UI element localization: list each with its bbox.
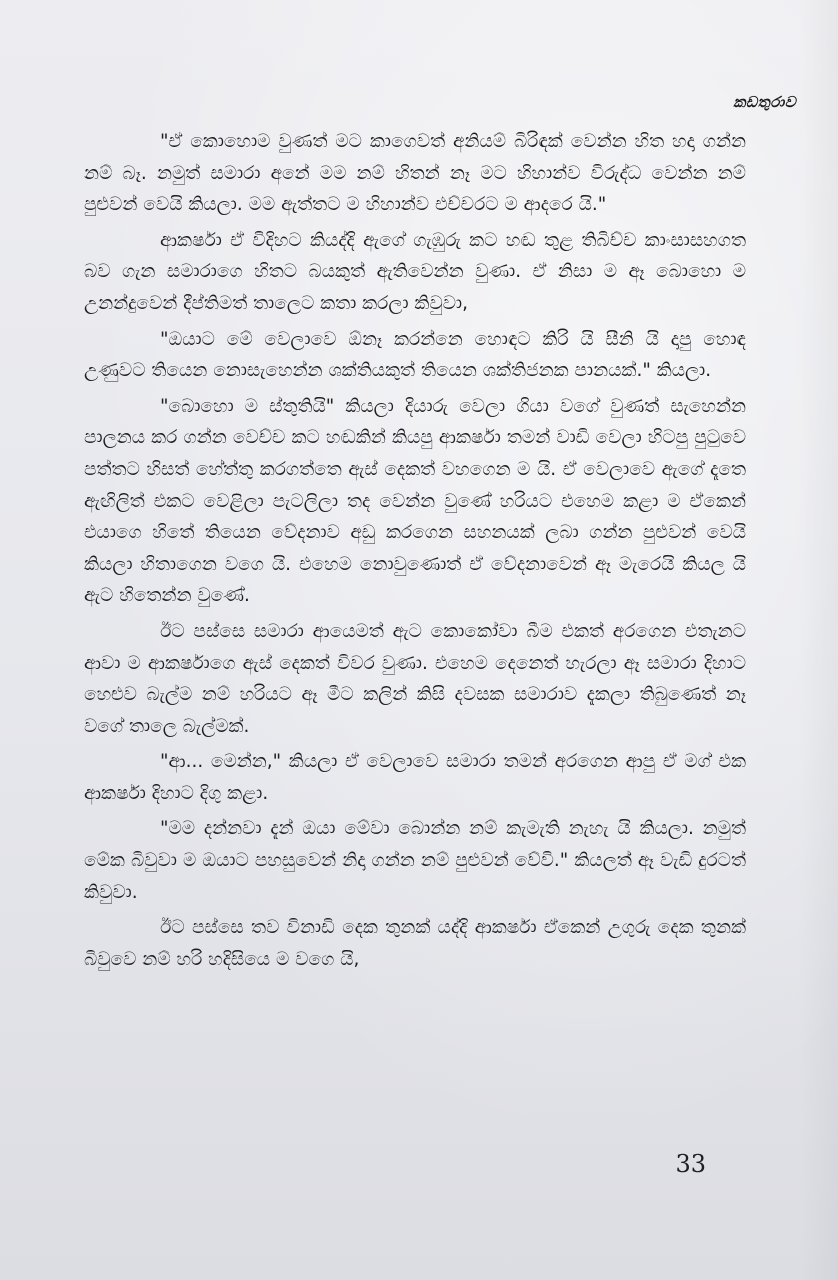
- paragraph: ඊට පස්සෙ තව විනාඩි දෙක තුනක් යද්දි ආකර්ෂා ඒකෙන් උගුරු දෙක තුනක් බිවුවෙ නම් හරි හදිසියෙ ම වගෙ යි,: [84, 917, 746, 970]
- paragraph: ඊට පස්සෙ සමාරා ආයෙමත් ඇට කොකෝවා බීම එකත් අරගෙන එතැනට ආවා ම ආකර්ෂාගෙ ඇස් දෙකත් විවර වුණා. එහෙම දෙනෙත් හැරලා ඈ සමාරා දිහාට හෙළුව බැල්ම නම් හරියට ඈ මීට කලින් කිසි දවසක සමාරාව දැකලා තිබුණෙත් නෑ වගේ තාලෙ බැල්මක්.: [84, 620, 746, 737]
- paragraph: "මම දන්නවා දැන් ඔයා මේවා බොන්න නම් කැමැති නැහැ යි කියලා. නමුත් මේක බිවුවා ම ඔයාට පහසුවෙන් නිදා ගන්න නම් පුළුවන් වේවි." කියලත් ඈ වැඩි දුරටත් කිවුවා.: [84, 818, 746, 903]
- paragraph: "බොහො ම ස්තුතියි" කියලා දියාරු වෙලා ගියා වගේ වුණත් සැහෙන්න පාලනය කර ගන්න වෙච්ච කට හඬකින් කියපු ආකර්ෂා තමන් වාඩි වෙලා හිටපු පුටුවෙ පත්තට හිසත් හේත්තු කරගත්තෙ ඇස් දෙකත් වහගෙන ම යි. ඒ වෙලාවෙ ඇගේ දෑතෙ ඇඟිලිත් එකට වෙළිලා පැටලිලා තද වෙන්න වුණේ හරියට එහෙම කළා ම ඒකෙන් එයාගෙ හිතේ තියෙන වේදනාව අඩු කරගෙන සහනයක් ලබා ගන්න පුළුවන් වෙයි කියලා හිතාගෙන වගෙ යි. එහෙම නොවුණොත් ඒ වේදනාවෙන් ඈ මැරෙයි කියල යි ඇට හිතෙන්න වුණේ.: [84, 395, 746, 607]
- paragraph: "ඒ කොහොම වුණත් මට කාගෙවත් අනියම් බිරිඳක් වෙන්න හිත හදා ගන්න නම් බෑ. නමුත් සමාරා අනේ මම නම් හිතන් නෑ මට හිහාන්ව විරුද්ධ වෙන්න නම් පුළුවන් වෙයි කියලා. මම ඇත්තට ම හිහාන්ව එච්චරට ම ආදරෙ යි.": [84, 131, 746, 216]
- paragraph: "ආ... මෙන්න," කියලා ඒ වෙලාවෙ සමාරා තමන් අරගෙන ආපු ඒ මග් එක ආකර්ෂා දිහාට දිගු කළා.: [84, 751, 746, 804]
- paragraph: ආකර්ෂා ඒ විදිහට කියද්දි ඇගේ ගැඹුරු කට හඬ තුළ තිබිච්ච කාංසාසහගත බව ගැන සමාරාගෙ හිතට බයකුත් ඇතිවෙන්න වුණා. ඒ නිසා ම ඈ බොහො ම උනන්දුවෙන් දීප්තිමත් තාලෙට කතා කරලා කිවුවා,: [84, 229, 746, 314]
- page-number: 33: [675, 1150, 706, 1178]
- running-head: කඩතුරාව: [733, 93, 796, 111]
- body-text: [84, 126, 746, 979]
- paragraph: "ඔයාට මේ වෙලාවෙ ඕනෑ කරන්නෙ හොඳට කිරි යි සීනි යි දාපු හොඳ උණුවට තියෙන නොසැහෙන්න ශක්තියකුත් තියෙන ශක්තිජනක පානයක්." කියලා.: [84, 328, 746, 382]
